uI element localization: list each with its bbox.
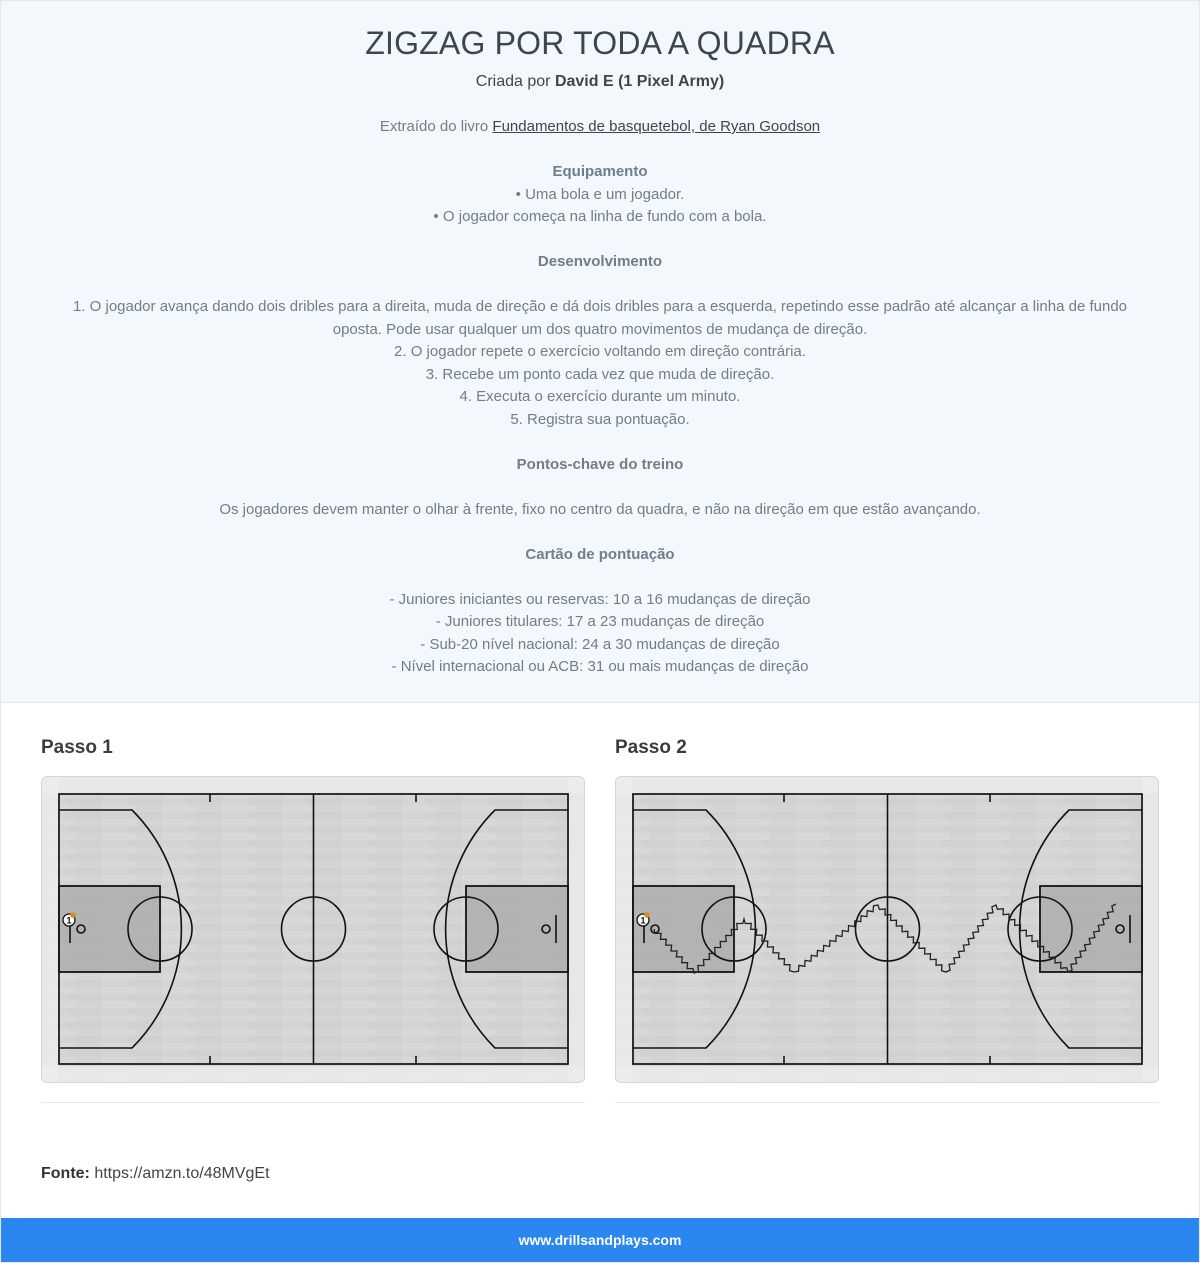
equipment-item: • O jogador começa na linha de fundo com a bola. (433, 208, 767, 225)
keypoints-heading: Pontos-chave do treino (516, 455, 684, 473)
author-name: David E (1 Pixel Army) (554, 73, 725, 90)
development-heading: Desenvolvimento (537, 253, 663, 270)
site-footer (1, 1218, 1199, 1262)
drill-description (61, 116, 1139, 679)
player-number: 1 (640, 915, 646, 926)
source-prefix: Extraído do livro (379, 118, 493, 135)
source-line (41, 1165, 270, 1183)
scorecard-item: - Juniores iniciantes ou reservas: 10 a 16 mudanças de direção (389, 590, 811, 608)
keypoints-text: Os jogadores devem manter o olhar à frente, fixo no centro da quadra, e não na direção em que estão avançando. (219, 500, 981, 518)
scorecard-heading: Cartão de pontuação (525, 545, 675, 563)
step-1-divider (41, 1102, 585, 1103)
court-diagram (616, 777, 1158, 1082)
court-diagram (42, 777, 584, 1082)
development-item: 4. Executa o exercício durante um minuto. (459, 388, 741, 405)
step-1-title: Passo 1 (41, 737, 113, 758)
drill-title: ZIGZAG POR TODA A QUADRA (365, 25, 835, 61)
development-item: 5. Registra sua pontuação. (510, 410, 690, 428)
development-item: 2. O jogador repete o exercício voltando em direção contrária. (394, 343, 806, 360)
book-link[interactable]: Fundamentos de basquetebol, de Ryan Goodson (492, 118, 821, 135)
development-item: 3. Recebe um ponto cada vez que muda de direção. (425, 365, 775, 383)
step-2-title: Passo 2 (615, 737, 687, 758)
step-2-divider (615, 1102, 1159, 1103)
source-line (61, 116, 1139, 139)
development-item: 1. O jogador avança dando dois dribles para a direita, muda de direção e dá dois dribles para a esquerda, repetindo esse padrão até alcançar a linha de fundo oposta. Pode usar qualquer um dos quatro movimentos de mudança de direção. (72, 298, 1128, 338)
step-1-court[interactable] (41, 776, 585, 1083)
source-label: Fonte: (41, 1165, 90, 1182)
equipment-heading: Equipamento (552, 163, 648, 180)
scorecard-item: - Juniores titulares: 17 a 23 mudanças de direção (435, 613, 765, 630)
player-number: 1 (66, 915, 72, 926)
drill-author (1, 73, 1199, 91)
drill-header (1, 1, 1199, 703)
author-prefix: Criada por (475, 73, 555, 90)
site-link[interactable]: www.drillsandplays.com (518, 1232, 682, 1248)
scorecard-item: - Nível internacional ou ACB: 31 ou mais mudanças de direção (391, 658, 809, 675)
source-url[interactable]: https://amzn.to/48MVgEt (94, 1165, 270, 1182)
scorecard-item: - Sub-20 nível nacional: 24 a 30 mudanças de direção (420, 635, 780, 653)
equipment-item: • Uma bola e um jogador. (515, 185, 685, 203)
step-2-court[interactable] (615, 776, 1159, 1083)
